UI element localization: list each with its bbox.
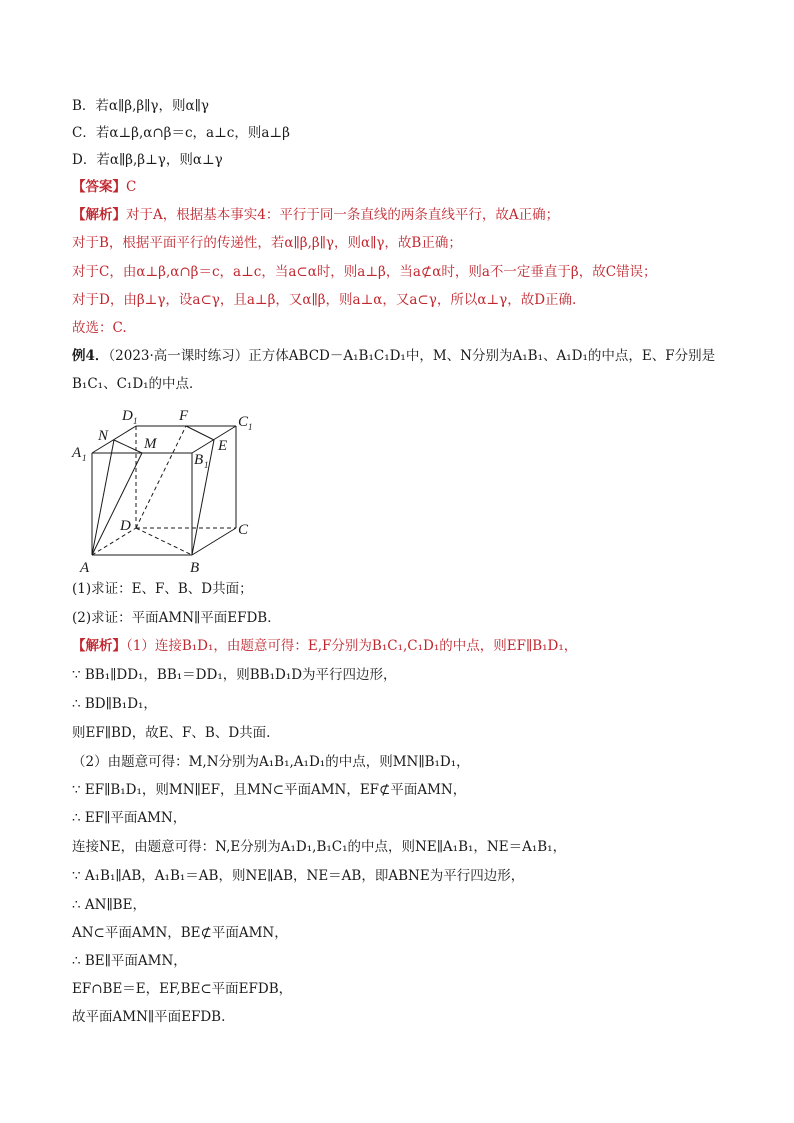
label-c: C	[238, 522, 249, 538]
label-b: B	[190, 560, 200, 576]
example-stem-1	[72, 346, 715, 366]
question-2: (2)求证：平面AMN∥平面EFDB．	[72, 610, 281, 626]
option-d: D．若α∥β,β⊥γ，则α⊥γ	[72, 152, 223, 168]
option-b: B．若α∥β,β∥γ，则α∥γ	[72, 98, 209, 114]
label-f: F	[179, 408, 189, 424]
example-stem-text: （2023·高一课时练习）正方体ABCD－A₁B₁C₁D₁中，M、N分别为A₁B₁、A₁D₁的中点，E、F分别是	[108, 348, 716, 364]
solution-line-14: 故平面AMN∥平面EFDB.	[72, 1009, 226, 1025]
analysis-line-2: 对于B，根据平面平行的传递性，若α∥β,β∥γ，则α∥γ，故B正确；	[72, 235, 462, 251]
analysis-line-1	[72, 205, 559, 225]
solution-line-3: ∴ BD∥B₁D₁，	[72, 696, 157, 712]
solution-line-5: （2）由题意可得：M,N分别为A₁B₁,A₁D₁的中点，则MN∥B₁D₁，	[72, 754, 470, 770]
analysis-line-3: 对于C，由α⊥β,α∩β＝c，a⊥c，当a⊂α时，则a⊥β，当a⊄α时，则a不一定垂直于β，故C错误；	[72, 264, 657, 280]
label-a: A	[80, 560, 90, 576]
solution-line-4: 则EF∥BD，故E、F、B、D共面.	[72, 725, 271, 741]
solution-line-11: AN⊂平面AMN，BE⊄平面AMN，	[72, 925, 288, 941]
solution-line-8: 连接NE，由题意可得：N,E分别为A₁D₁,B₁C₁的中点，则NE∥A₁B₁，NE＝A₁B₁，	[72, 839, 567, 855]
solution-line-6: ∵ EF∥B₁D₁，则MN∥EF，且MN⊂平面AMN，EF⊄平面AMN，	[72, 782, 467, 798]
answer-value: C	[126, 179, 137, 195]
answer-line	[72, 177, 136, 197]
example-stem-2: B₁C₁、C₁D₁的中点．	[72, 376, 203, 392]
solution-line-1	[72, 636, 577, 656]
solution-line-12: ∴ BE∥平面AMN，	[72, 953, 187, 969]
label-a1-sub: 1	[82, 453, 87, 463]
option-c: C．若α⊥β,α∩β＝c，a⊥c，则a⊥β	[72, 125, 290, 141]
label-e: E	[218, 438, 228, 454]
analysis-line-4: 对于D，由β⊥γ，设a⊂γ，且a⊥β，又α∥β，则a⊥α，又a⊂γ，所以α⊥γ，故D正确.	[72, 292, 577, 308]
label-d: D	[120, 518, 131, 534]
label-m: M	[144, 436, 157, 452]
answer-tag: 【答案】	[72, 179, 126, 195]
cube-figure	[68, 400, 268, 580]
question-1: (1)求证：E、F、B、D共面；	[72, 581, 253, 597]
label-b1: B	[194, 452, 204, 468]
label-n: N	[98, 428, 109, 444]
solution-line-7: ∴ EF∥平面AMN，	[72, 810, 187, 826]
label-d1-sub: 1	[133, 416, 138, 426]
solution-line-9: ∵ A₁B₁∥AB，A₁B₁＝AB，则NE∥AB，NE＝AB，即ABNE为平行四边形，	[72, 868, 525, 884]
label-c1: C	[238, 414, 249, 430]
label-c1-sub: 1	[248, 422, 253, 432]
solution-tag: 【解析】	[72, 638, 126, 654]
example-label: 例4．	[72, 348, 109, 364]
analysis-tag: 【解析】	[72, 207, 126, 223]
label-d1: D	[122, 408, 133, 424]
analysis-text-1: 对于A，根据基本事实4：平行于同一条直线的两条直线平行，故A正确；	[126, 207, 560, 223]
solution-line-13: EF∩BE＝E，EF,BE⊂平面EFDB，	[72, 981, 293, 997]
solution-text-1: （1）连接B₁D₁，由题意可得：E,F分别为B₁C₁,C₁D₁的中点，则EF∥B₁D₁，	[126, 638, 578, 654]
analysis-line-5: 故选：C.	[72, 320, 127, 336]
label-b1-sub: 1	[204, 460, 209, 470]
label-a1: A	[72, 445, 82, 461]
solution-line-2: ∵ BB₁∥DD₁，BB₁＝DD₁，则BB₁D₁D为平行四边形，	[72, 667, 397, 683]
solution-line-10: ∴ AN∥BE，	[72, 897, 146, 913]
